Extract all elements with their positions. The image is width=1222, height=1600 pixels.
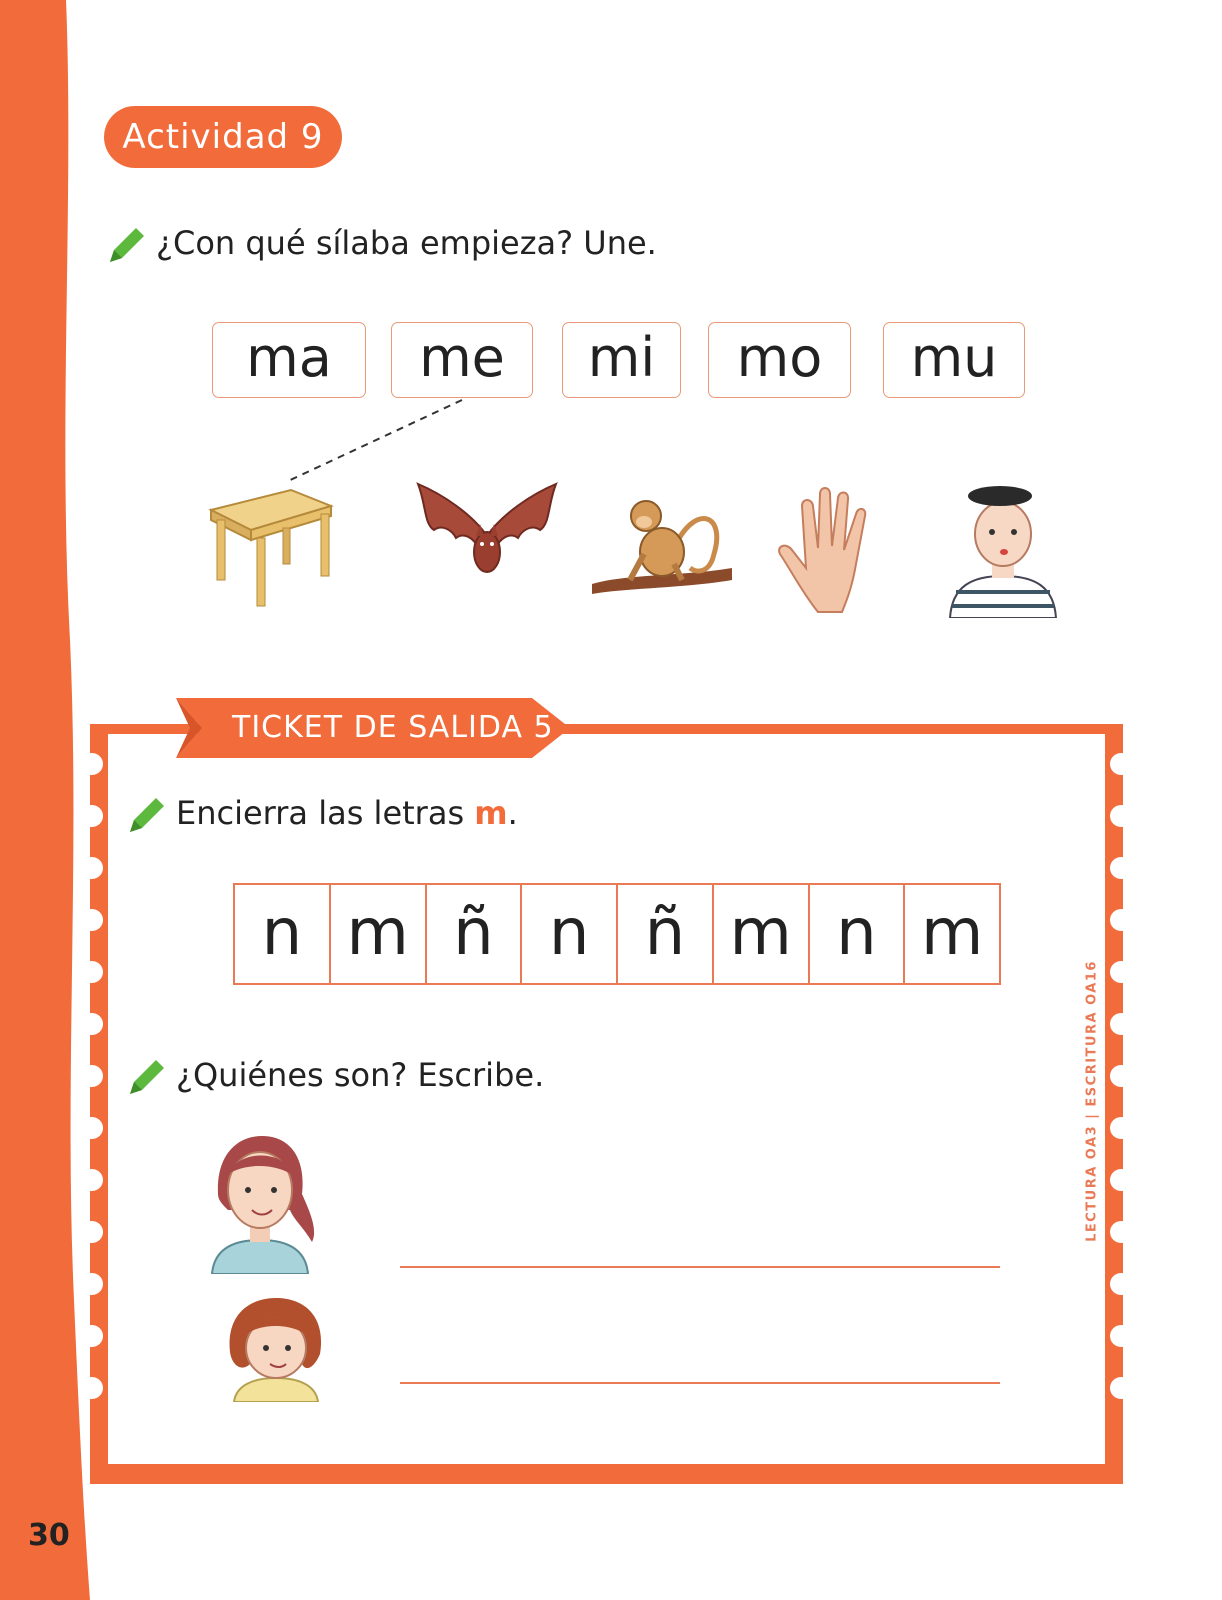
letter-cell[interactable]: ñ	[618, 885, 714, 983]
pencil-icon	[124, 794, 168, 838]
letter-cell[interactable]: ñ	[427, 885, 523, 983]
ticket-title: TICKET DE SALIDA 5	[232, 710, 554, 745]
syllable-box-mu[interactable]: mu	[883, 322, 1025, 398]
side-label	[1080, 956, 1104, 1246]
curriculum-label: LECTURA OA3 | ESCRITURA OA16	[1084, 960, 1100, 1242]
instruction-who-are-they: ¿Quiénes son? Escribe.	[176, 1056, 545, 1094]
table-icon	[195, 464, 345, 614]
page-number: 30	[28, 1518, 70, 1553]
write-line-2[interactable]	[400, 1382, 1000, 1384]
instruction-syllable: ¿Con qué sílaba empieza? Une.	[156, 224, 657, 262]
activity-label: Actividad 9	[104, 106, 342, 168]
letter-cell[interactable]: n	[235, 885, 331, 983]
write-line-1[interactable]	[400, 1266, 1000, 1268]
syllable-box-mi[interactable]: mi	[562, 322, 681, 398]
letter-cell[interactable]: m	[714, 885, 810, 983]
letter-cell[interactable]: m	[920, 896, 984, 970]
instruction-text: Encierra las letras	[176, 794, 475, 832]
syllable-box-me[interactable]: me	[391, 322, 533, 398]
mime-icon	[928, 468, 1078, 618]
pencil-icon	[124, 1056, 168, 1100]
highlight-letter: m	[474, 794, 508, 832]
letter-grid	[233, 883, 1001, 985]
letter-cell[interactable]: m	[331, 885, 427, 983]
hand-icon	[762, 472, 912, 622]
pencil-icon	[104, 224, 148, 268]
left-orange-band	[0, 0, 100, 1600]
woman-face-icon	[198, 1124, 328, 1274]
instruction-suffix: .	[507, 794, 518, 832]
bat-icon	[412, 464, 562, 614]
girl-face-icon	[214, 1292, 344, 1402]
letter-cell[interactable]: n	[522, 885, 618, 983]
letter-cell[interactable]: n	[810, 885, 906, 983]
syllable-box-mo[interactable]: mo	[708, 322, 851, 398]
syllable-box-ma[interactable]: ma	[212, 322, 366, 398]
monkey-icon	[586, 464, 736, 614]
instruction-circle-letters	[176, 794, 518, 832]
